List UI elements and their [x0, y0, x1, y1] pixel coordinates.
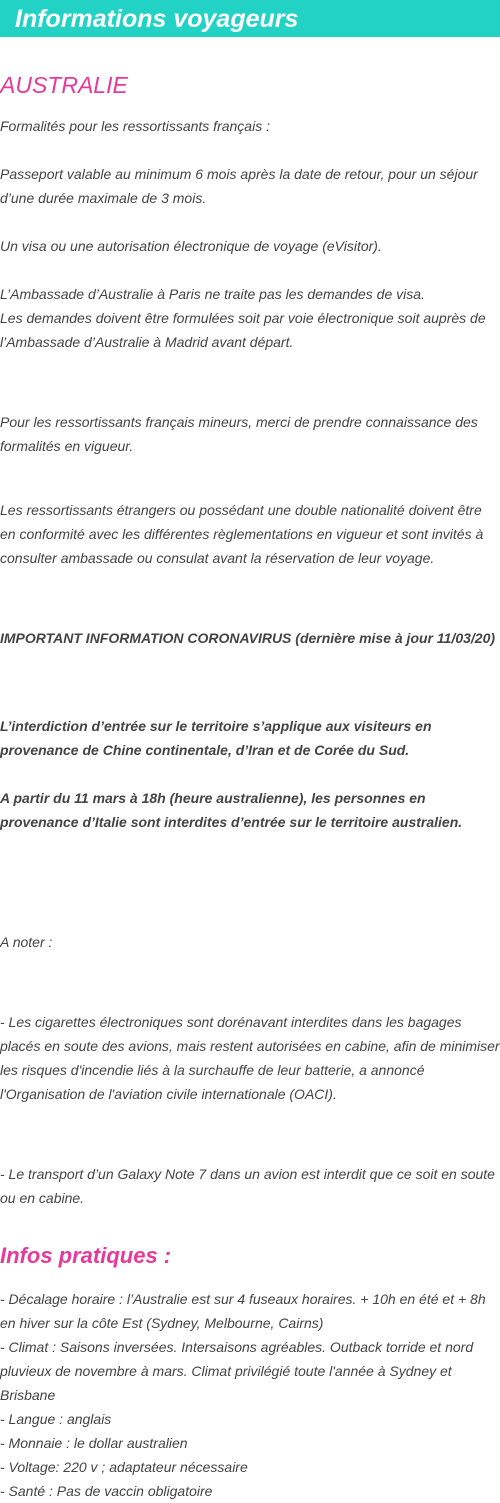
paragraph-e-cigarettes: - Les cigarettes électroniques sont dorénavant interdites dans les bagages placés en soute des avions, mais restent autorisées en cabine, afin de minimiser les risques d'incendie liés à la surchauffe de leur batterie, a annoncé l'Organisation de l'aviation civile internationale (OACI).: [0, 1014, 500, 1102]
paragraph-visa: Un visa ou une autorisation électronique de voyage (eVisitor).: [0, 238, 382, 254]
paragraph-entry-ban: L’interdiction d’entrée sur le territoire s’applique aux visiteurs en provenance de Chine continentale, d’Iran et de Corée du Sud.: [0, 718, 432, 758]
practical-info-heading: Infos pratiques :: [0, 1243, 172, 1268]
list-item-language: - Langue : anglais: [0, 1411, 112, 1427]
paragraph-galaxy-note: - Le transport d’un Galaxy Note 7 dans un avion est interdit que ce soit en soute ou en cabine.: [0, 1166, 495, 1206]
list-item-voltage: - Voltage: 220 v ; adaptateur nécessaire: [0, 1459, 248, 1475]
list-item-health: - Santé : Pas de vaccin obligatoire: [0, 1483, 213, 1499]
country-heading: AUSTRALIE: [0, 72, 128, 98]
paragraph-foreign-nationals: Les ressortissants étrangers ou possédant une double nationalité doivent être en conformité avec les différentes règlementations en vigueur et sont invités à consulter ambassade ou consulat avant la réservation de leur voyage.: [0, 502, 484, 566]
paragraph-embassy-madrid: Les demandes doivent être formulées soit par voie électronique soit auprès de l’Ambassade d’Australie à Madrid avant départ.: [0, 310, 486, 350]
paragraph-coronavirus-title: IMPORTANT INFORMATION CORONAVIRUS (dernière mise à jour 11/03/20): [0, 630, 496, 646]
paragraph-italy-ban: A partir du 11 mars à 18h (heure australienne), les personnes en provenance d’Italie sont interdites d’entrée sur le territoire australien.: [0, 790, 463, 830]
page-title: Informations voyageurs: [15, 5, 299, 33]
paragraph-minors: Pour les ressortissants français mineurs, merci de prendre connaissance des formalités en vigueur.: [0, 414, 478, 454]
paragraph-embassy-paris: L’Ambassade d’Australie à Paris ne traite pas les demandes de visa.: [0, 286, 425, 302]
paragraph-passport: Passeport valable au minimum 6 mois après la date de retour, pour un séjour d’une durée maximale de 3 mois.: [0, 166, 478, 206]
list-item-time-difference: - Décalage horaire : l’Australie est sur 4 fuseaux horaires. + 10h en été et + 8h en hiver sur la côte Est (Sydney, Melbourne, Cairns): [0, 1291, 486, 1331]
list-item-currency: - Monnaie : le dollar australien: [0, 1435, 188, 1451]
practical-info-list: [0, 1287, 500, 1503]
header-bar: [0, 0, 500, 37]
list-item-climate: - Climat : Saisons inversées. Intersaisons agréables. Outback torride et nord pluvieux de novembre à mars. Climat privilégié toute l'année à Sydney et Brisbane: [0, 1339, 474, 1403]
paragraph-note-label: A noter :: [0, 934, 53, 950]
paragraph-formalities-intro: Formalités pour les ressortissants français :: [0, 118, 270, 134]
